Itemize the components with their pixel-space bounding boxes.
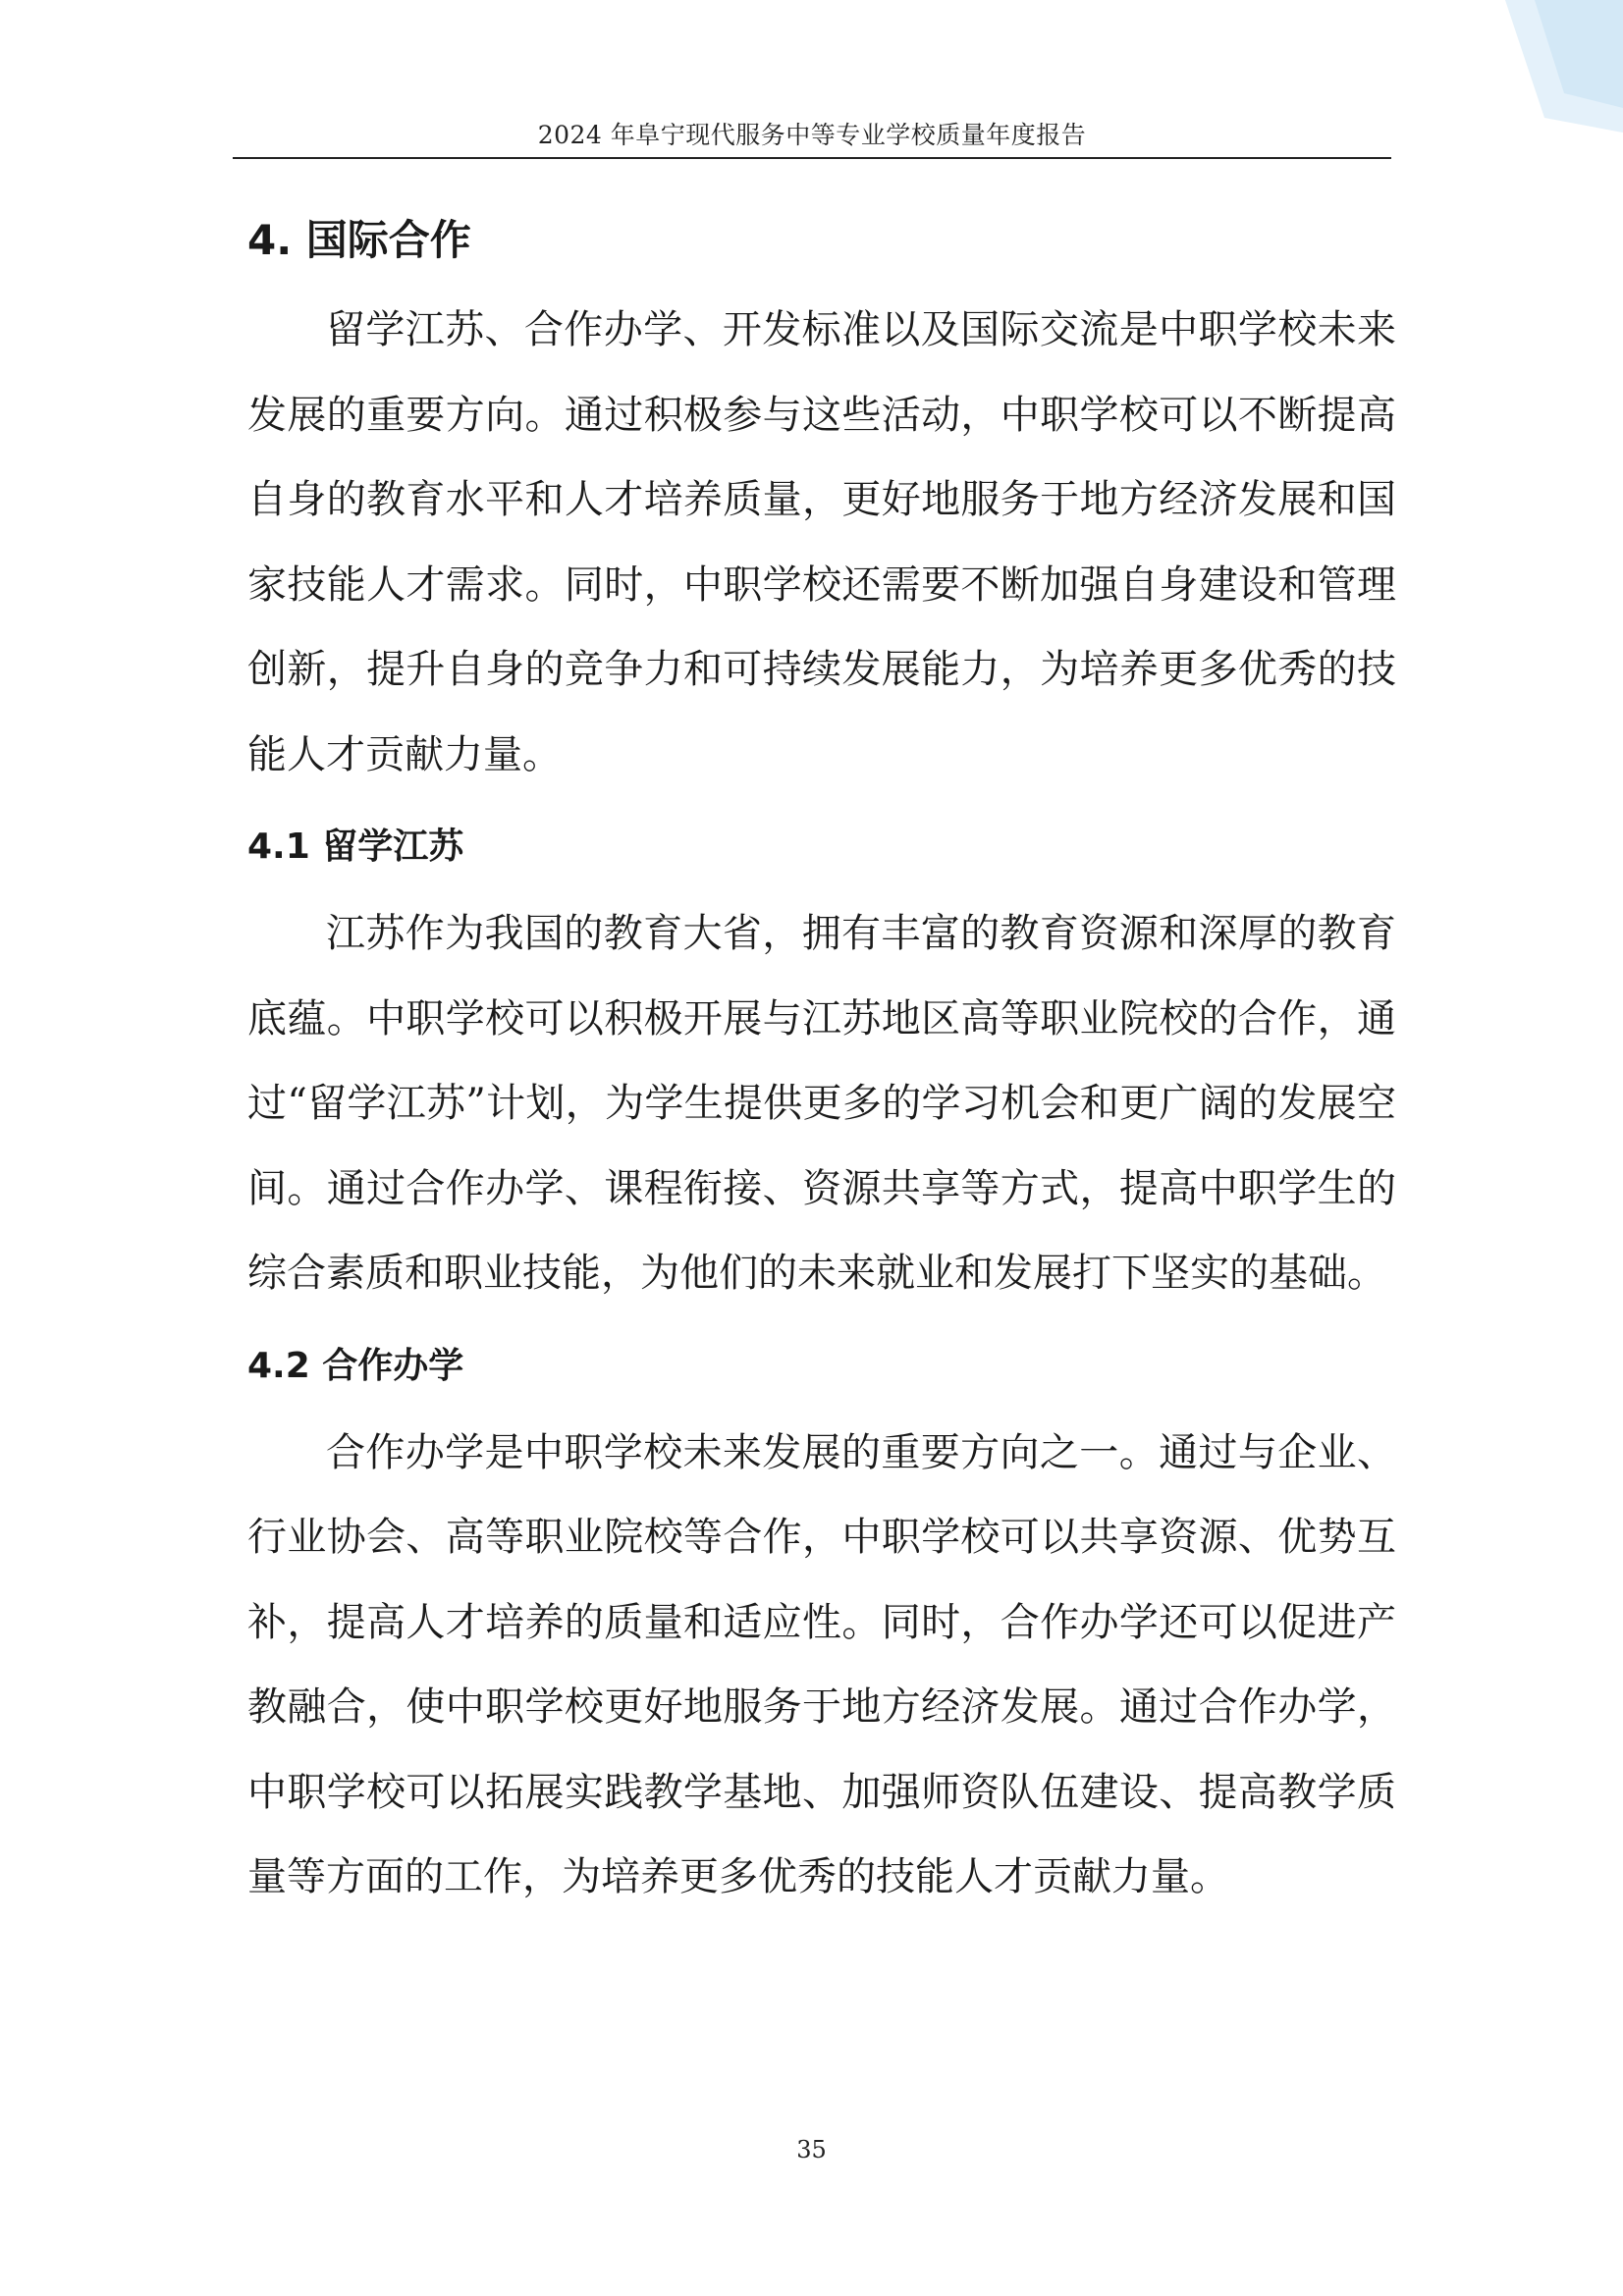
header-rule xyxy=(233,157,1391,159)
running-header: 2024 年阜宁现代服务中等专业学校质量年度报告 xyxy=(537,121,1087,149)
section-intro-paragraph: 留学江苏、合作办学、开发标准以及国际交流是中职学校未来发展的重要方向。通过积极参与这些活动，中职学校可以不断提高自身的教育水平和人才培养质量，更好地服务于地方经济发展和国家技能人才需求。同时，中职学校还需要不断加强自身建设和管理创新，提升自身的竞争力和可持续发展能力，为培养更多优秀的技能人才贡献力量。 xyxy=(247,307,1396,777)
subsection-heading-study-in-jiangsu: 4.1 留学江苏 xyxy=(247,827,464,867)
subsection-paragraph-study-in-jiangsu: 江苏作为我国的教育大省，拥有丰富的教育资源和深厚的教育底蕴。中职学校可以积极开展与江苏地区高等职业院校的合作，通过“留学江苏”计划，为学生提供更多的学习机会和更广阔的发展空间。通过合作办学、课程衔接、资源共享等方式，提高中职学生的综合素质和职业技能，为他们的未来就业和发展打下坚实的基础。 xyxy=(247,911,1396,1296)
page-number: 35 xyxy=(796,2136,827,2163)
subsection-heading-cooperative-education: 4.2 合作办学 xyxy=(247,1345,464,1386)
page-body xyxy=(247,201,1396,1920)
subsection-paragraph-cooperative-education: 合作办学是中职学校未来发展的重要方向之一。通过与企业、行业协会、高等职业院校等合作，中职学校可以共享资源、优势互补，提高人才培养的质量和适应性。同时，合作办学还可以促进产教融合，使中职学校更好地服务于地方经济发展。通过合作办学，中职学校可以拓展实践教学基地、加强师资队伍建设、提高教学质量等方面的工作，为培养更多优秀的技能人才贡献力量。 xyxy=(247,1429,1396,1899)
section-heading: 4. 国际合作 xyxy=(247,216,471,264)
corner-decoration xyxy=(1505,0,1623,133)
